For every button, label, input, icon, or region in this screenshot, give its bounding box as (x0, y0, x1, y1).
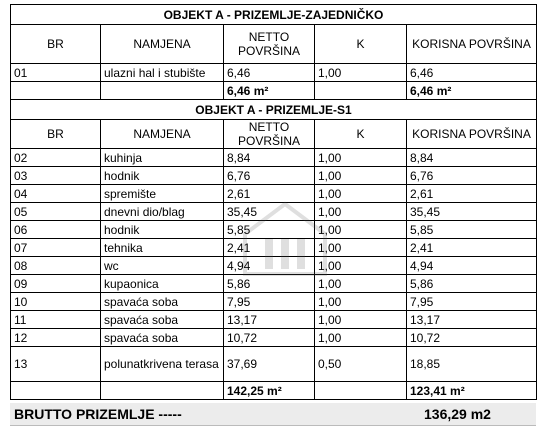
cell-netto: 10,72 (224, 329, 315, 347)
cell-korisna: 18,85 (407, 347, 537, 382)
column-header-row (11, 120, 537, 149)
cell-korisna: 6,76 (407, 167, 537, 185)
cell-br: 09 (11, 275, 101, 293)
cell-k: 1,00 (315, 257, 407, 275)
cell-korisna: 5,85 (407, 221, 537, 239)
cell-korisna: 10,72 (407, 329, 537, 347)
cell-korisna: 2,61 (407, 185, 537, 203)
cell-korisna: 35,45 (407, 203, 537, 221)
total-empty-cell (315, 382, 407, 400)
section-title-row (11, 100, 537, 120)
table-row (11, 275, 537, 293)
header-namjena: NAMJENA (101, 25, 224, 64)
cell-br: 12 (11, 329, 101, 347)
cell-netto: 5,86 (224, 275, 315, 293)
cell-br: 05 (11, 203, 101, 221)
cell-netto: 8,84 (224, 149, 315, 167)
section-title: OBJEKT A - PRIZEMLJE-S1 (11, 100, 537, 120)
cell-br: 02 (11, 149, 101, 167)
cell-br: 13 (11, 347, 101, 382)
header-k: K (315, 120, 407, 149)
table-row (11, 257, 537, 275)
cell-br: 08 (11, 257, 101, 275)
cell-namjena: tehnika (101, 239, 224, 257)
cell-k: 1,00 (315, 167, 407, 185)
cell-namjena: kuhinja (101, 149, 224, 167)
cell-netto: 6,46 (224, 64, 315, 82)
cell-k: 1,00 (315, 64, 407, 82)
total-korisna: 123,41 m² (407, 382, 537, 400)
cell-namjena: ulazni hal i stubište (101, 64, 224, 82)
cell-netto: 37,69 (224, 347, 315, 382)
cell-netto: 2,41 (224, 239, 315, 257)
total-empty-cell (315, 82, 407, 100)
cell-k: 1,00 (315, 275, 407, 293)
table-row (11, 329, 537, 347)
section-title-row (11, 5, 537, 25)
cell-netto: 13,17 (224, 311, 315, 329)
cell-netto: 5,85 (224, 221, 315, 239)
cell-korisna: 13,17 (407, 311, 537, 329)
brutto-value: 136,29 m2 (424, 406, 491, 422)
cell-netto: 4,94 (224, 257, 315, 275)
cell-br: 11 (11, 311, 101, 329)
cell-netto: 7,95 (224, 293, 315, 311)
section-title: OBJEKT A - PRIZEMLJE-ZAJEDNIČKO (11, 5, 537, 25)
cell-br: 10 (11, 293, 101, 311)
area-sheet (10, 4, 536, 422)
cell-k: 1,00 (315, 149, 407, 167)
cell-korisna: 7,95 (407, 293, 537, 311)
cell-korisna: 5,86 (407, 275, 537, 293)
column-header-row (11, 25, 537, 64)
cell-namjena: spavaća soba (101, 329, 224, 347)
cell-br: 04 (11, 185, 101, 203)
cell-namjena: kupaonica (101, 275, 224, 293)
table-row (11, 149, 537, 167)
header-br: BR (11, 120, 101, 149)
total-empty-cell (101, 82, 224, 100)
table-row (11, 167, 537, 185)
cell-korisna: 6,46 (407, 64, 537, 82)
brutto-label: BRUTTO PRIZEMLJE ----- (14, 406, 182, 422)
cell-namjena: spavaća soba (101, 293, 224, 311)
cell-k: 1,00 (315, 185, 407, 203)
total-netto: 6,46 m² (224, 82, 315, 100)
total-empty-cell (11, 82, 101, 100)
header-namjena: NAMJENA (101, 120, 224, 149)
table-row (11, 64, 537, 82)
table-row (11, 239, 537, 257)
cell-k: 1,00 (315, 329, 407, 347)
cell-br: 07 (11, 239, 101, 257)
cell-k: 1,00 (315, 311, 407, 329)
cell-namjena: wc (101, 257, 224, 275)
cell-k: 1,00 (315, 221, 407, 239)
table-row (11, 311, 537, 329)
cell-k: 1,00 (315, 239, 407, 257)
cell-netto: 2,61 (224, 185, 315, 203)
total-korisna: 6,46 m² (407, 82, 537, 100)
cell-k: 0,50 (315, 347, 407, 382)
cell-br: 03 (11, 167, 101, 185)
area-table (10, 4, 537, 400)
header-korisna: KORISNA POVRŠINA (407, 25, 537, 64)
cell-korisna: 4,94 (407, 257, 537, 275)
brutto-summary (10, 403, 536, 426)
cell-namjena: hodnik (101, 167, 224, 185)
cell-k: 1,00 (315, 293, 407, 311)
cell-namjena: hodnik (101, 221, 224, 239)
cell-korisna: 2,41 (407, 239, 537, 257)
cell-namjena: polunatkrivena terasa (101, 347, 224, 382)
cell-namjena: spremište (101, 185, 224, 203)
cell-namjena: dnevni dio/blag (101, 203, 224, 221)
totals-row (11, 82, 537, 100)
table-row (11, 185, 537, 203)
cell-br: 01 (11, 64, 101, 82)
cell-namjena: spavaća soba (101, 311, 224, 329)
cell-netto: 6,76 (224, 167, 315, 185)
totals-row (11, 382, 537, 400)
total-empty-cell (11, 382, 101, 400)
cell-korisna: 8,84 (407, 149, 537, 167)
table-row (11, 347, 537, 382)
cell-br: 06 (11, 221, 101, 239)
header-korisna: KORISNA POVRŠINA (407, 120, 537, 149)
header-br: BR (11, 25, 101, 64)
total-netto: 142,25 m² (224, 382, 315, 400)
total-empty-cell (101, 382, 224, 400)
table-row (11, 293, 537, 311)
header-k: K (315, 25, 407, 64)
table-row (11, 203, 537, 221)
header-netto: NETTO POVRŠINA (224, 25, 315, 64)
header-netto: NETTO POVRŠINA (224, 120, 315, 149)
table-row (11, 221, 537, 239)
cell-netto: 35,45 (224, 203, 315, 221)
cell-k: 1,00 (315, 203, 407, 221)
